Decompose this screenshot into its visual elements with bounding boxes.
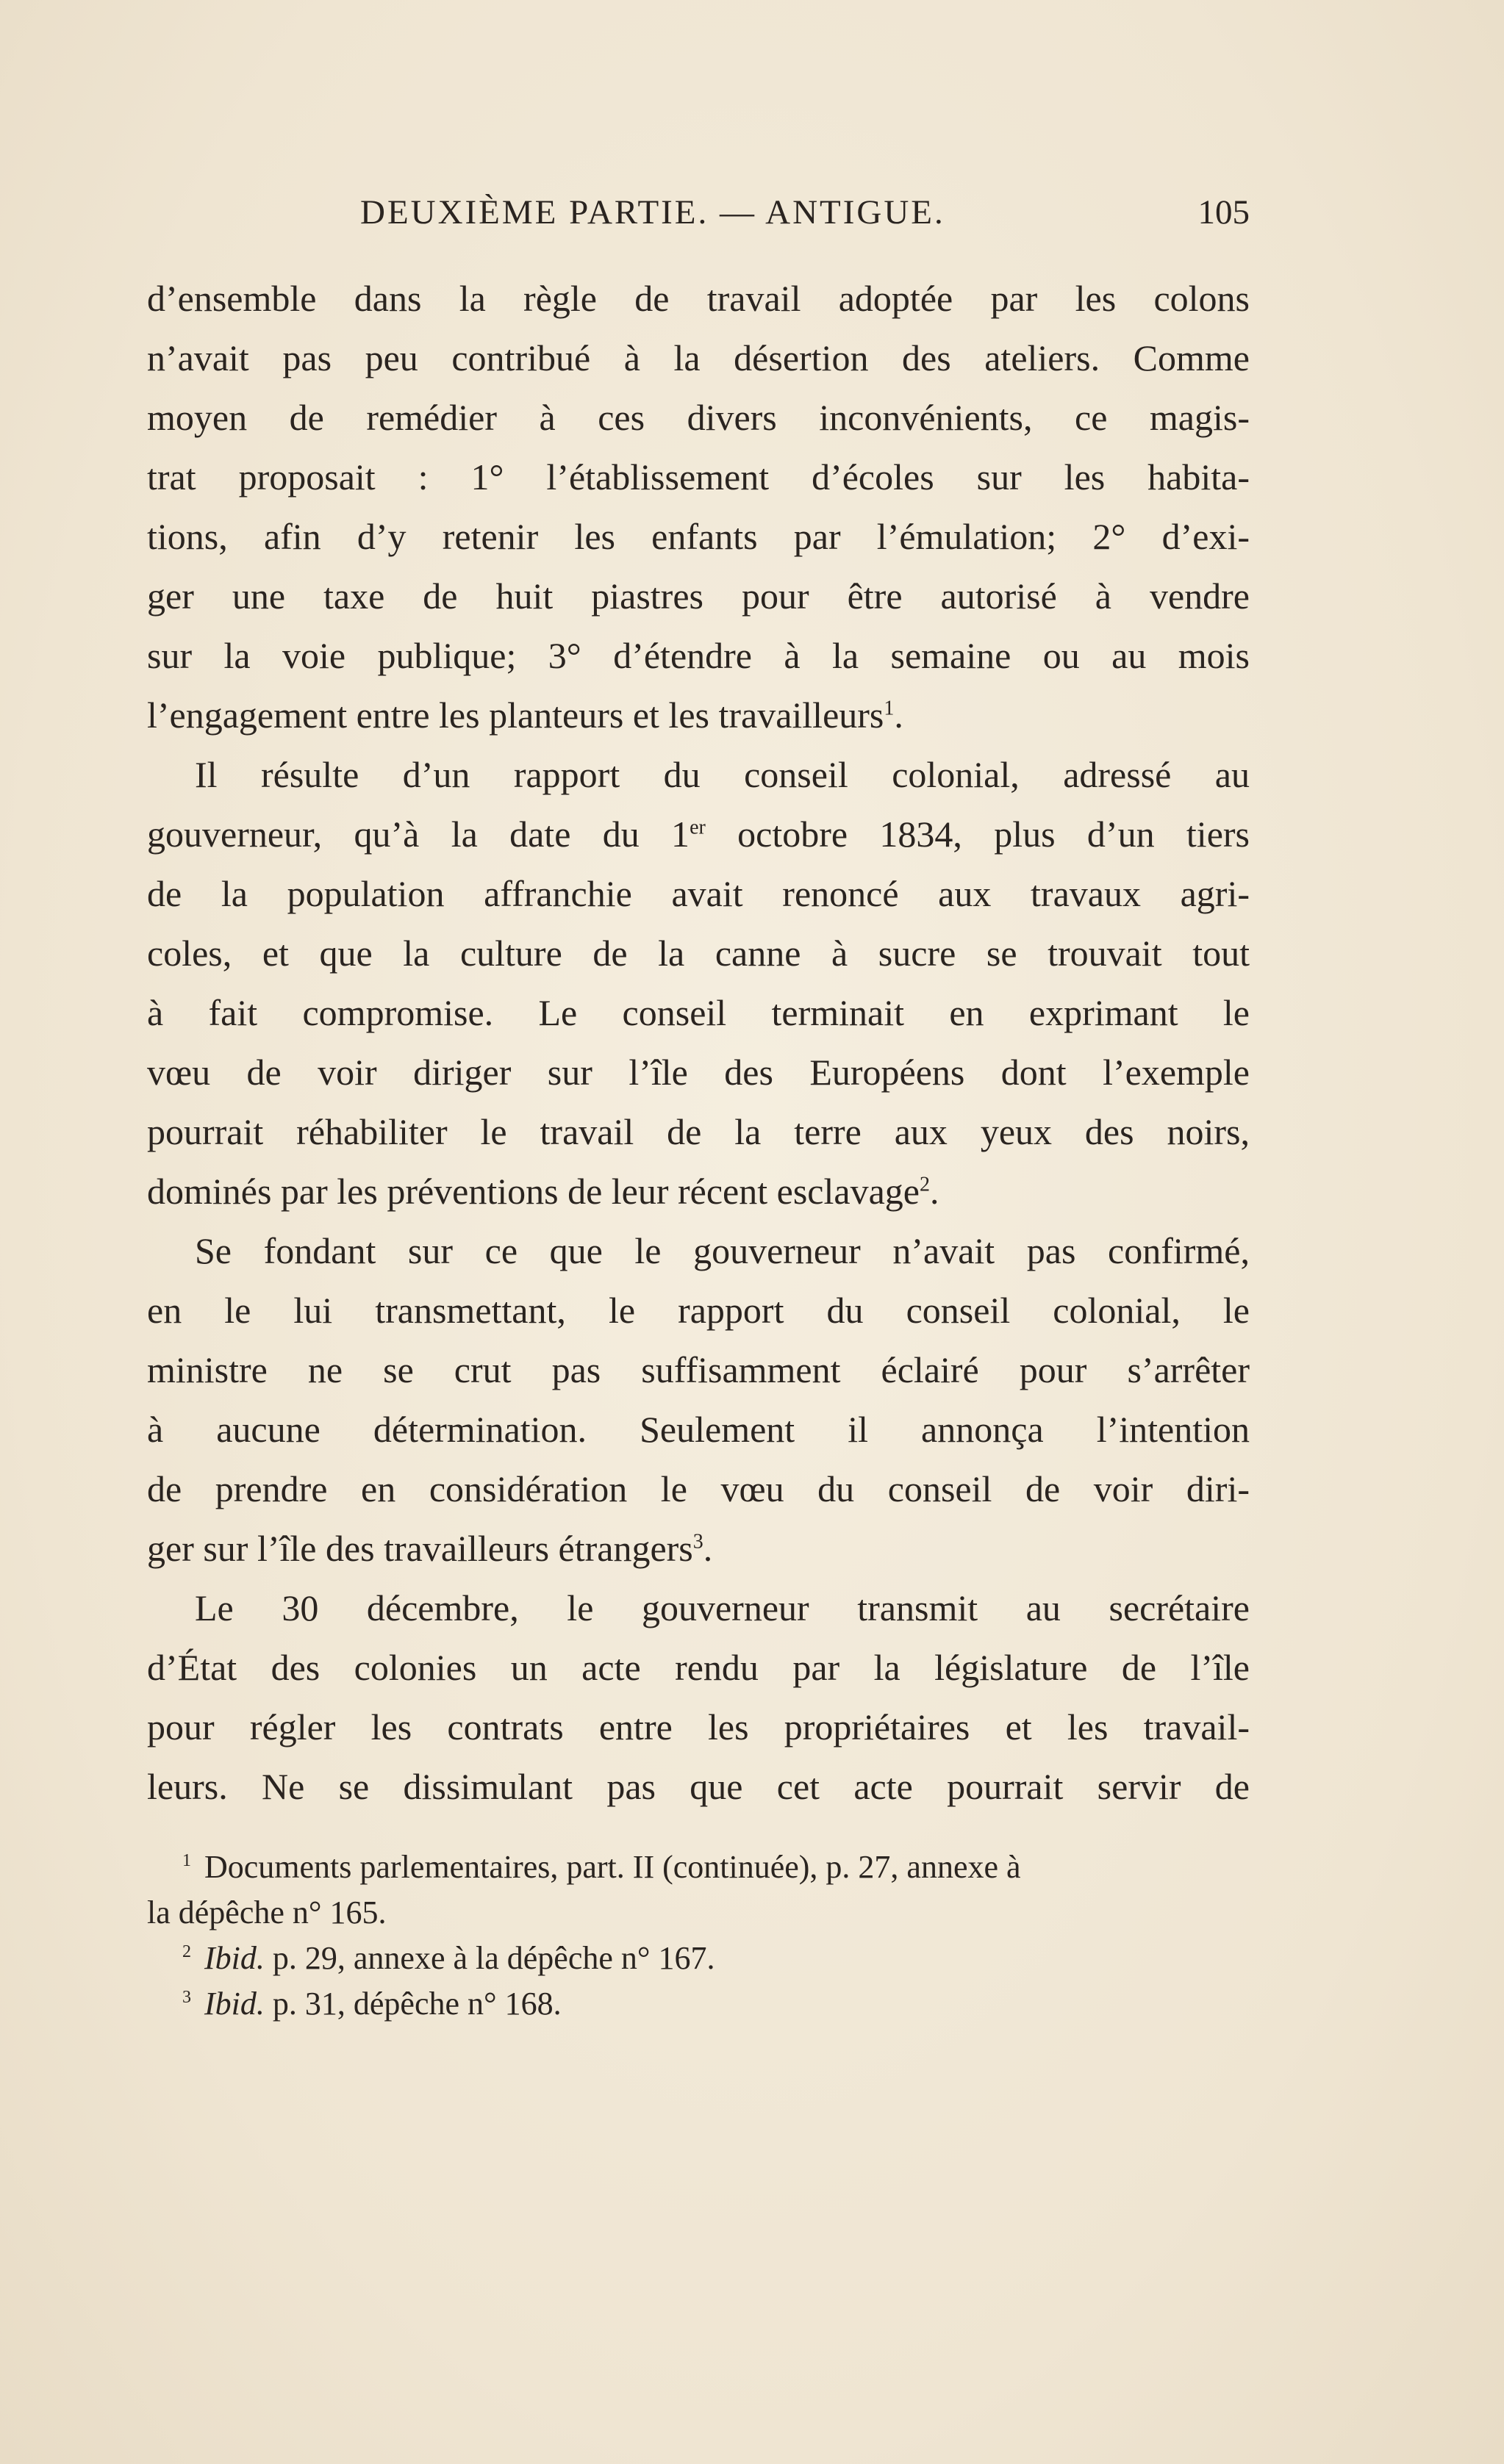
footnote-marker: 1 [182, 1851, 191, 1871]
text-line [147, 805, 1250, 864]
text-line: moyen de remédier à ces divers inconvénients, ce magis- [147, 397, 1250, 438]
footnote-1 [147, 1845, 1250, 1890]
text-line: n’avait pas peu contribué à la désertion des ateliers. Comme [147, 337, 1250, 378]
body-text [147, 269, 1250, 1817]
text-line [147, 1519, 1250, 1578]
footnotes [147, 1845, 1250, 2027]
footnote-2 [147, 1936, 1250, 1981]
footnote-ibid: Ibid. [204, 1940, 265, 1976]
text-line: trat proposait : 1° l’établissement d’écoles sur les habita- [147, 456, 1250, 498]
footnote-ibid: Ibid. [204, 1986, 265, 2022]
text-line: d’ensemble dans la règle de travail adoptée par les colons [147, 278, 1250, 319]
text-line [147, 1162, 1250, 1221]
text-line: en le lui transmettant, le rapport du conseil colonial, le [147, 1290, 1250, 1331]
line-tail: . [929, 1171, 939, 1212]
line-tail: octobre 1834, plus d’un tiers [705, 813, 1250, 855]
text-line: de la population affranchie avait renoncé aux travaux agri- [147, 873, 1250, 914]
text-line: ger une taxe de huit piastres pour être autorisé à vendre [147, 575, 1250, 617]
text-line: ministre ne se crut pas suffisamment éclairé pour s’arrêter [147, 1349, 1250, 1390]
text-line: sur la voie publique; 3° d’étendre à la semaine ou au mois [147, 635, 1250, 676]
text-line-content: dominés par les préventions de leur récent esclavage [147, 1171, 920, 1212]
page-number: 105 [1197, 193, 1250, 231]
text-line: pourrait réhabiliter le travail de la terre aux yeux des noirs, [147, 1111, 1250, 1152]
text-line: pour régler les contrats entre les propriétaires et les travail- [147, 1706, 1250, 1748]
text-line: coles, et que la culture de la canne à sucre se trouvait tout [147, 933, 1250, 974]
text-line: Se fondant sur ce que le gouverneur n’avait pas confirmé, [195, 1230, 1250, 1271]
text-line: à fait compromise. Le conseil terminait en exprimant le [147, 992, 1250, 1033]
footnote-reference: 1 [884, 697, 895, 720]
running-title: DEUXIÈME PARTIE. — ANTIGUE. [360, 193, 945, 231]
footnote-marker: 2 [182, 1942, 191, 1962]
text-line-content: gouverneur, qu’à la date du 1 [147, 813, 690, 855]
footnote-text: p. 31, dépêche n° 168. [264, 1986, 562, 2022]
text-line [147, 686, 1250, 745]
footnote-reference: 2 [919, 1173, 930, 1196]
line-tail: . [894, 694, 903, 736]
footnote-text: p. 29, annexe à la dépêche n° 167. [264, 1940, 715, 1976]
text-line-content: l’engagement entre les planteurs et les travailleurs [147, 694, 884, 736]
text-line: Le 30 décembre, le gouverneur transmit au secrétaire [195, 1587, 1250, 1628]
text-line: leurs. Ne se dissimulant pas que cet acte pourrait servir de [147, 1766, 1250, 1807]
text-line: d’État des colonies un acte rendu par la législature de l’île [147, 1647, 1250, 1688]
footnote-reference: 3 [692, 1530, 703, 1554]
footnote-text: Documents parlementaires, part. II (continuée), p. 27, annexe à [204, 1849, 1021, 1885]
text-line: de prendre en considération le vœu du conseil de voir diri- [147, 1468, 1250, 1509]
text-line-content: ger sur l’île des travailleurs étrangers [147, 1528, 693, 1569]
text-line: vœu de voir diriger sur l’île des Européens dont l’exemple [147, 1052, 1250, 1093]
text-line: à aucune détermination. Seulement il annonça l’intention [147, 1409, 1250, 1450]
running-head [360, 193, 1250, 244]
footnote-1-continuation: la dépêche n° 165. [147, 1894, 387, 1930]
footnote-marker: 3 [182, 1988, 191, 2008]
line-tail: . [703, 1528, 713, 1569]
footnote-3 [147, 1981, 1250, 2027]
ordinal-superscript: er [690, 816, 706, 839]
text-line: Il résulte d’un rapport du conseil colonial, adressé au [195, 754, 1250, 795]
text-line: tions, afin d’y retenir les enfants par l’émulation; 2° d’exi- [147, 516, 1250, 557]
